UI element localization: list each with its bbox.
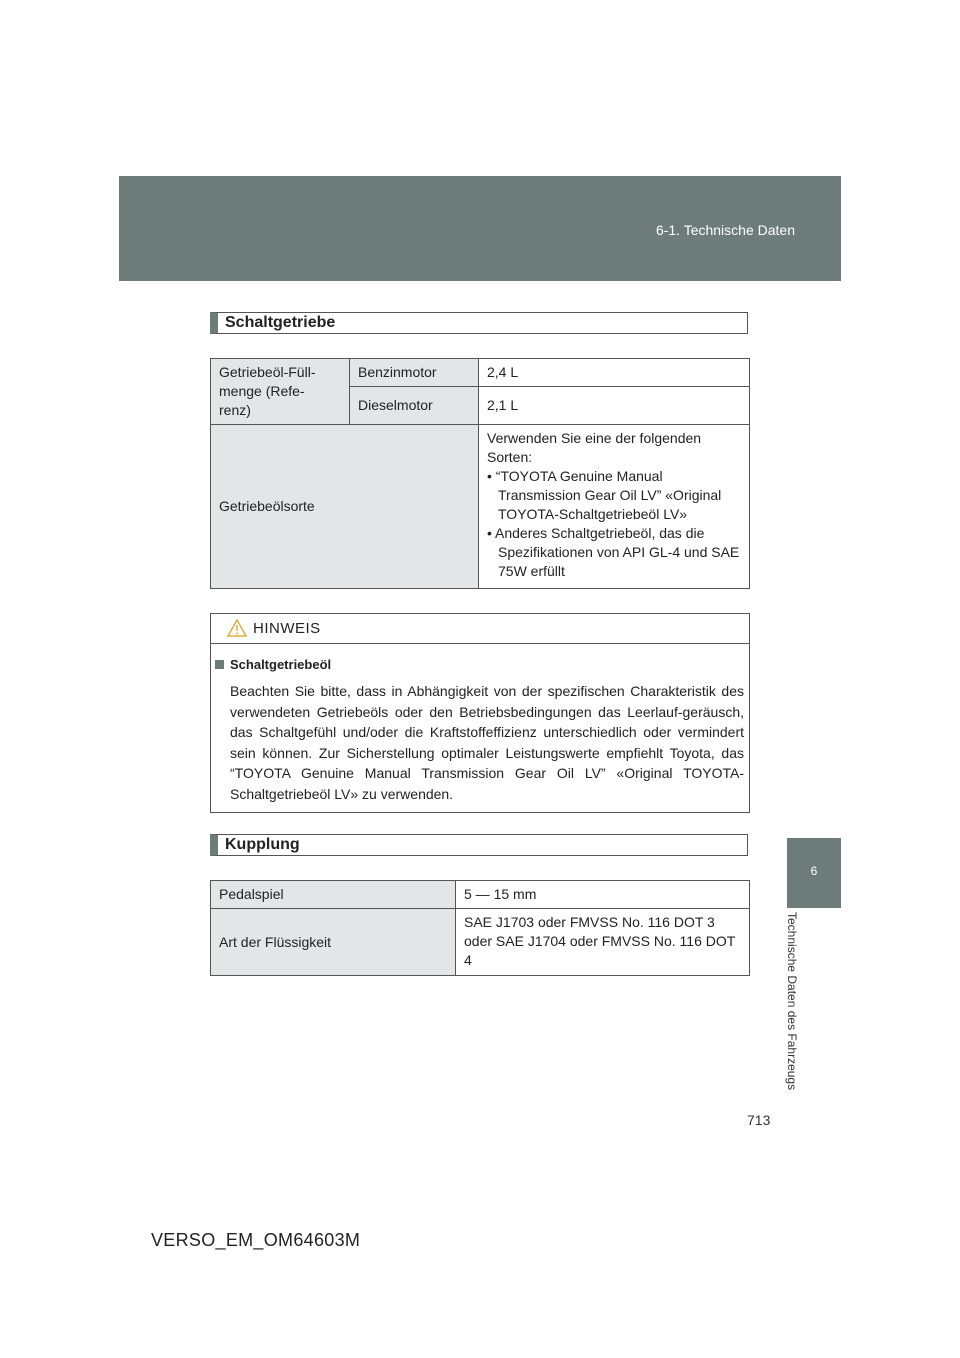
chapter-number: 6 bbox=[810, 864, 818, 878]
oil-type-value bbox=[479, 425, 750, 589]
document-id: VERSO_EM_OM64603M bbox=[151, 1230, 361, 1250]
chapter-label: Technische Daten des Fahrzeugs bbox=[785, 912, 799, 1091]
notice-subtitle: Schaltgetriebeöl bbox=[215, 657, 331, 672]
oil-type-bullet: • Anderes Schaltgetriebeöl, das die Spezifikationen von API GL-4 und SAE 75W erfüllt bbox=[487, 525, 740, 579]
fill-quantity-label: Getriebeöl-Füll- menge (Refe- renz) bbox=[211, 359, 350, 425]
chapter-tab bbox=[787, 838, 841, 908]
fluid-type-value: SAE J1703 oder FMVSS No. 116 DOT 3 oder SAE J1704 oder FMVSS No. 116 DOT 4 bbox=[456, 909, 750, 976]
section-heading-schaltgetriebe: Schaltgetriebe bbox=[210, 312, 748, 334]
notice-box bbox=[210, 613, 750, 813]
kupplung-table bbox=[210, 880, 750, 976]
page-number: 713 bbox=[747, 1112, 771, 1128]
notice-title: HINWEIS bbox=[253, 620, 321, 637]
petrol-label: Benzinmotor bbox=[350, 359, 479, 387]
petrol-value: 2,4 L bbox=[479, 359, 750, 387]
notice-header bbox=[211, 614, 749, 644]
schaltgetriebe-table bbox=[210, 358, 750, 589]
pedal-play-value: 5 — 15 mm bbox=[456, 881, 750, 909]
oil-type-label: Getriebeölsorte bbox=[211, 425, 479, 589]
section-title: 6-1. Technische Daten bbox=[655, 222, 795, 238]
square-bullet-icon bbox=[215, 660, 224, 669]
fluid-type-label: Art der Flüssigkeit bbox=[211, 909, 456, 976]
chapter-header bbox=[119, 176, 841, 281]
oil-type-intro: Verwenden Sie eine der folgenden Sorten: bbox=[487, 430, 702, 465]
warning-triangle-icon bbox=[227, 619, 247, 637]
pedal-play-label: Pedalspiel bbox=[211, 881, 456, 909]
diesel-value: 2,1 L bbox=[479, 387, 750, 425]
section-heading-kupplung: Kupplung bbox=[210, 834, 748, 856]
diesel-label: Dieselmotor bbox=[350, 387, 479, 425]
oil-type-bullet: • “TOYOTA Genuine Manual Transmission Gear Oil LV” «Original TOYOTA-Schaltgetriebeöl LV» bbox=[487, 468, 722, 522]
notice-text: Beachten Sie bitte, dass in Abhängigkeit von der spezifischen Charakteristik des verwendeten Getriebeöls oder den Betriebsbedingungen das Leerlauf-geräusch, das Schaltgefühl und/oder die Kraftstoffeffizienz unterschiedlich oder vermindert sein können. Zur Sicherstellung optimaler Leistungswerte empfiehlt Toyota, das “TOYOTA Genuine Manual Transmission Gear Oil LV” «Original TOYOTA-Schaltgetriebeöl LV» zu verwenden. bbox=[230, 683, 744, 802]
